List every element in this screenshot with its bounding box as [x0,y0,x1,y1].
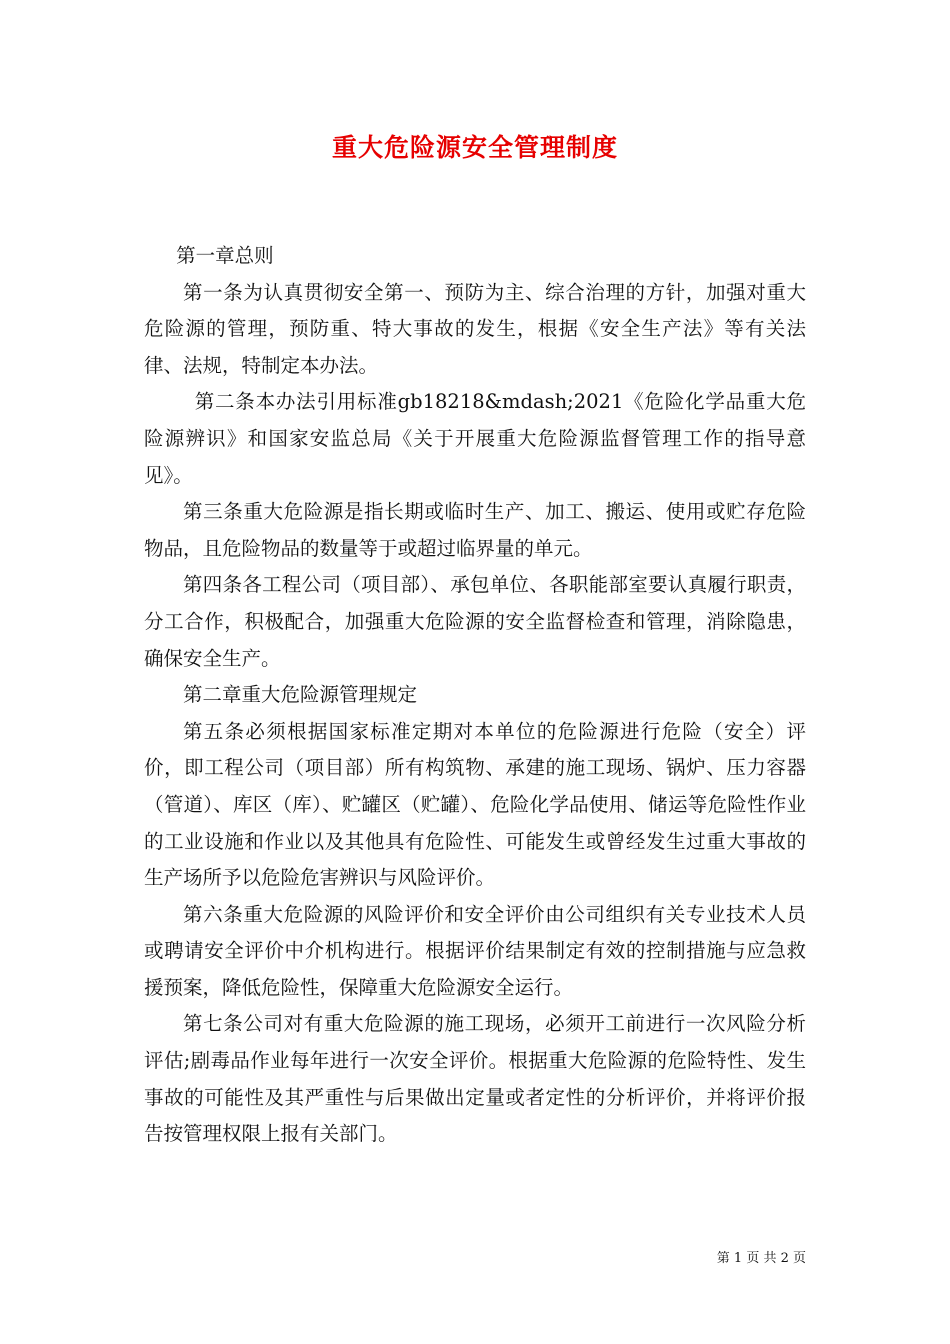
article-paragraph: 第四条各工程公司（项目部）、承包单位、各职能部室要认真履行职责，分工合作，积极配合，加强重大危险源的安全监督检查和管理，消除隐患，确保安全生产。 [144,573,806,670]
document-body [144,238,806,1153]
article-paragraph: 第三条重大危险源是指长期或临时生产、加工、搬运、使用或贮存危险物品，且危险物品的数量等于或超过临界量的单元。 [144,500,806,560]
article-paragraph: 第七条公司对有重大危险源的施工现场，必须开工前进行一次风险分析评估;剧毒品作业每年进行一次安全评价。根据重大危险源的危险特性、发生事故的可能性及其严重性与后果做出定量或者定性的分析评价，并将评价报告按管理权限上报有关部门。 [144,1012,806,1146]
document-title: 重大危险源安全管理制度 [331,133,618,162]
page-number: 第 1 页 共 2 页 [716,1251,806,1266]
article-paragraph: 第五条必须根据国家标准定期对本单位的危险源进行危险（安全）评价，即工程公司（项目部）所有构筑物、承建的施工现场、锅炉、压力容器（管道）、库区（库）、贮罐区（贮罐）、危险化学品使用、储运等危险性作业的工业设施和作业以及其他具有危险性、可能发生或曾经发生过重大事故的生产场所予以危险危害辨识与风险评价。 [144,719,806,890]
article-paragraph: 第二条本办法引用标准gb18218&mdash;2021《危险化学品重大危险源辨识》和国家安监总局《关于开展重大危险源监督管理工作的指导意见》。 [144,390,806,487]
article-paragraph: 第六条重大危险源的风险评价和安全评价由公司组织有关专业技术人员或聘请安全评价中介机构进行。根据评价结果制定有效的控制措施与应急救援预案，降低危险性，保障重大危险源安全运行。 [144,902,806,999]
chapter-heading: 第二章重大危险源管理规定 [183,683,418,707]
article-paragraph: 第一条为认真贯彻安全第一、预防为主、综合治理的方针，加强对重大危险源的管理，预防重、特大事故的发生，根据《安全生产法》等有关法律、法规，特制定本办法。 [144,280,806,377]
chapter-heading: 第一章总则 [176,244,274,267]
